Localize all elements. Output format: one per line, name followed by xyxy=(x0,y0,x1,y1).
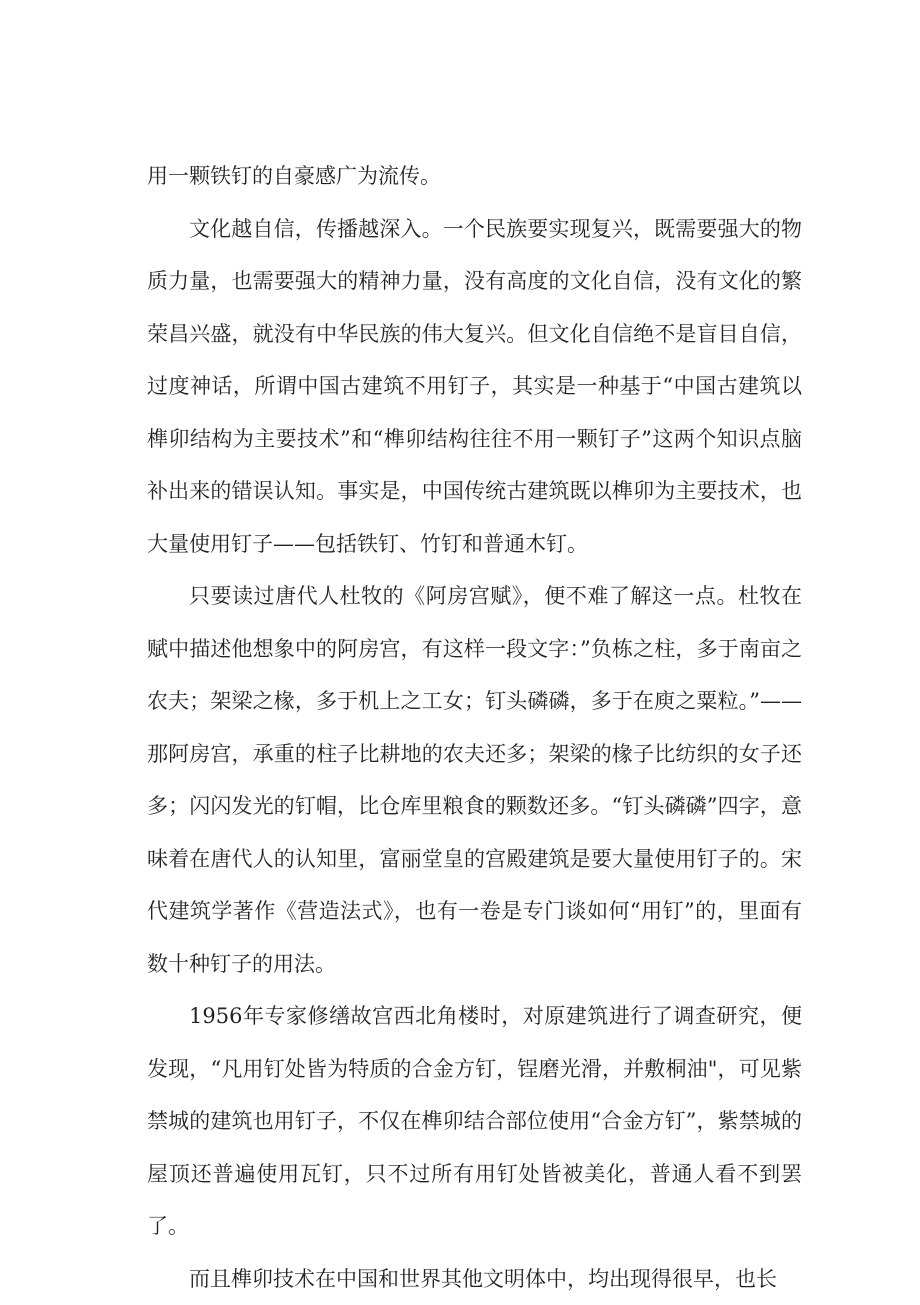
paragraph-4: 1956年专家修缮故宫西北角楼时，对原建筑进行了调查研究，便发现，“凡用钉处皆为特质的合金方钉，锃磨光滑，并敷桐油"，可见紫禁城的建筑也用钉子，不仅在榫卯结合部位使用“合金方钉”，紫禁城的屋顶还普遍使用瓦钉，只不过所有用钉处皆被美化，普通人看不到罢了。 xyxy=(147,990,802,1253)
paragraph-2: 文化越自信，传播越深入。一个民族要实现复兴，既需要强大的物质力量，也需要强大的精神力量，没有高度的文化自信，没有文化的繁荣昌兴盛，就没有中华民族的伟大复兴。但文化自信绝不是盲目自信，过度神话，所谓中国古建筑不用钉子，其实是一种基于“中国古建筑以榫卯结构为主要技术”和“榫卯结构往往不用一颗钉子”这两个知识点脑补出来的错误认知。事实是，中国传统古建筑既以榫卯为主要技术，也大量使用钉子——包括铁钉、竹钉和普通木钉。 xyxy=(147,203,802,571)
paragraph-3: 只要读过唐代人杜牧的《阿房宫赋》，便不难了解这一点。杜牧在赋中描述他想象中的阿房宫，有这样一段文字：”负栋之柱，多于南亩之农夫；架梁之椽，多于机上之工女；钉头磷磷，多于在庾之粟粒。”——那阿房宫，承重的柱子比耕地的农夫还多；架梁的椽子比纺织的女子还多；闪闪发光的钉帽，比仓库里粮食的颗数还多。“钉头磷磷”四字，意味着在唐代人的认知里，富丽堂皇的宫殿建筑是要大量使用钉子的。宋代建筑学著作《营造法式》，也有一卷是专门谈如何“用钉”的，里面有数十种钉子的用法。 xyxy=(147,570,802,990)
document-page xyxy=(147,150,802,1305)
paragraph-1: 用一颗铁钉的自豪感广为流传。 xyxy=(147,150,802,203)
paragraph-5: 而且榫卯技术在中国和世界其他文明体中，均出现得很早，也长 xyxy=(147,1253,802,1305)
